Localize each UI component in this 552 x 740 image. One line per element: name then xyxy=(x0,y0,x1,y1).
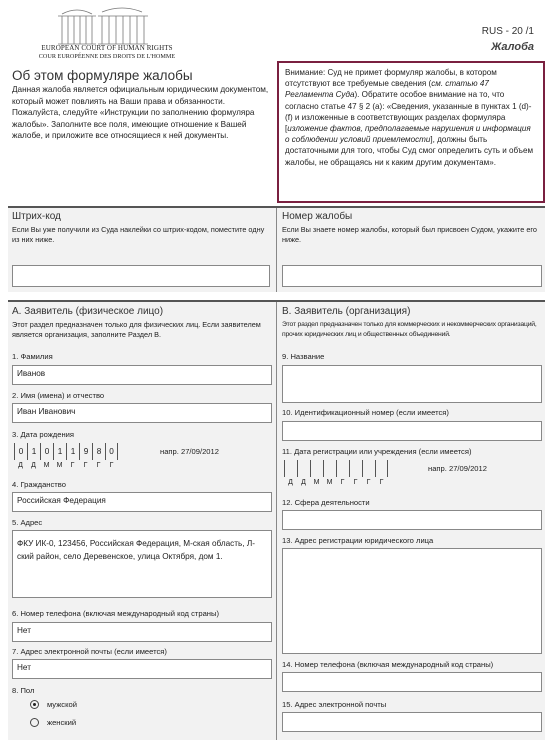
gender-male-label: мужской xyxy=(47,700,77,709)
appnum-field[interactable] xyxy=(282,265,542,287)
date-format-letter: М xyxy=(43,462,50,469)
phone-label: 6. Номер телефона (включая международный код страны) xyxy=(12,609,219,618)
barcode-desc: Если Вы уже получили из Суда наклейки со штрих-кодом, поместите одну из них ниже. xyxy=(12,225,265,244)
phone-field[interactable]: Нет xyxy=(12,622,272,642)
appnum-desc: Если Вы знаете номер жалобы, который был присвоен Судом, укажите его ниже. xyxy=(282,225,537,244)
org-name-label: 9. Название xyxy=(282,352,325,361)
email-label: 7. Адрес электронной почты (если имеется) xyxy=(12,647,167,656)
section-a-desc: Этот раздел предназначен только для физических лиц. Если заявителем является организация, заполните Раздел B. xyxy=(12,320,261,339)
court-name-fr: COUR EUROPÉENNE DES DROITS DE L'HOMME xyxy=(38,53,176,60)
birth-date-digit[interactable]: 0 xyxy=(40,443,53,460)
email-field[interactable]: Нет xyxy=(12,659,272,679)
nationality-field[interactable]: Российская Федерация xyxy=(12,492,272,512)
birth-date-label: 3. Дата рождения xyxy=(12,430,75,439)
column-divider xyxy=(276,208,277,292)
warning-text-2: ). Обратите особое внимание на то, что согласно статье 47 § 2 (a): «Сведения, указанные в пунктах 1 (d)-(f) и изложенные в соответствующих разделах формуляра [ xyxy=(285,90,532,134)
org-id-label: 10. Идентификационный номер (если имеется) xyxy=(282,408,449,417)
about-text: Данная жалоба является официальным юридическим документом, который может повлиять на Ваши права и обязанности. Пожалуйста, следуйте «Инструкции по заполнению формуляра жалобы». Заполните все поля, имеющие отношение к Вашей жалобе, и приложите все относящиеся к ней документы. xyxy=(12,85,269,141)
org-activity-field[interactable] xyxy=(282,510,542,530)
date-format-letter: Г xyxy=(70,462,75,469)
section-b-title: B. Заявитель (организация) xyxy=(282,306,411,317)
birth-date-format xyxy=(14,462,118,469)
date-format-letter: Д xyxy=(31,462,36,469)
date-format-letter: Г xyxy=(366,479,371,486)
date-format-letter: Д xyxy=(288,479,293,486)
gender-male-option[interactable] xyxy=(30,700,77,709)
date-format-letter: Д xyxy=(18,462,23,469)
org-address-field[interactable] xyxy=(282,548,542,654)
warning-italic-1: см. статью 47 Регламента Суда xyxy=(285,79,489,100)
warning-box xyxy=(277,61,545,203)
org-name-field[interactable] xyxy=(282,365,542,403)
date-format-letter: Г xyxy=(340,479,345,486)
org-date-format xyxy=(284,479,388,486)
column-divider xyxy=(276,302,277,740)
date-format-letter: Г xyxy=(379,479,384,486)
warning-italic-2: изложение фактов, предполагаемые нарушения и информация о соблюдении условий приемлемости xyxy=(285,124,531,145)
org-email-field[interactable] xyxy=(282,712,542,732)
surname-field[interactable]: Иванов xyxy=(12,365,272,385)
gender-female-label: женский xyxy=(47,718,77,727)
about-title: Об этом формуляре жалобы xyxy=(12,68,193,83)
org-address-label: 13. Адрес регистрации юридического лица xyxy=(282,536,434,545)
warning-text-3: ], должны быть достаточными для того, чтобы Суд смог определить суть и объем жалобы, не обращаясь ни к каким другим документам». xyxy=(285,135,534,167)
org-date-digit[interactable] xyxy=(284,460,297,477)
date-format-letter: М xyxy=(326,479,333,486)
radio-unselected-icon[interactable] xyxy=(30,718,39,727)
org-date-example: напр. 27/09/2012 xyxy=(428,464,487,473)
gender-female-option[interactable] xyxy=(30,718,76,727)
appnum-title: Номер жалобы xyxy=(282,211,353,222)
radio-selected-icon[interactable] xyxy=(30,700,39,709)
address-field[interactable]: ФКУ ИК-0, 123456, Российская Федерация, М-ская область, Л-ский район, село Деревенское, улица Октября, дом 1. xyxy=(12,530,272,598)
date-format-letter: М xyxy=(56,462,63,469)
org-id-field[interactable] xyxy=(282,421,542,441)
surname-label: 1. Фамилия xyxy=(12,352,53,361)
section-a-title: A. Заявитель (физическое лицо) xyxy=(12,306,164,317)
birth-date-digit[interactable]: 1 xyxy=(53,443,66,460)
org-date-digit[interactable] xyxy=(310,460,323,477)
court-name-en: EUROPEAN COURT OF HUMAN RIGHTS xyxy=(41,44,173,52)
org-date-field[interactable] xyxy=(284,460,388,477)
date-format-letter: М xyxy=(313,479,320,486)
birth-date-digit[interactable]: 9 xyxy=(79,443,92,460)
date-format-letter: Г xyxy=(109,462,114,469)
org-email-label: 15. Адрес электронной почты xyxy=(282,700,387,709)
org-date-digit[interactable] xyxy=(362,460,375,477)
org-phone-label: 14. Номер телефона (включая международный код страны) xyxy=(282,660,494,669)
date-format-letter: Г xyxy=(83,462,88,469)
address-label: 5. Адрес xyxy=(12,518,43,527)
first-name-field[interactable]: Иван Иванович xyxy=(12,403,272,423)
barcode-title: Штрих-код xyxy=(12,211,61,222)
org-phone-field[interactable] xyxy=(282,672,542,692)
org-date-digit[interactable] xyxy=(375,460,388,477)
org-date-label: 11. Дата регистрации или учреждения (если имеется) xyxy=(282,447,472,456)
birth-date-digit[interactable]: 1 xyxy=(66,443,79,460)
form-reference: RUS - 20 /1 xyxy=(481,26,534,37)
form-title: Жалоба xyxy=(491,41,534,53)
birth-date-digit[interactable]: 0 xyxy=(105,443,118,460)
birth-date-example: напр. 27/09/2012 xyxy=(160,447,219,456)
birth-date-digit[interactable]: 8 xyxy=(92,443,105,460)
date-format-letter: Г xyxy=(96,462,101,469)
birth-date-field[interactable] xyxy=(14,443,118,460)
org-date-digit[interactable] xyxy=(336,460,349,477)
first-name-label: 2. Имя (имена) и отчество xyxy=(12,391,105,400)
date-format-letter: Г xyxy=(353,479,358,486)
date-format-letter: Д xyxy=(301,479,306,486)
org-date-digit[interactable] xyxy=(349,460,362,477)
nationality-label: 4. Гражданство xyxy=(12,480,66,489)
birth-date-digit[interactable]: 1 xyxy=(27,443,40,460)
org-activity-label: 12. Сфера деятельности xyxy=(282,498,370,507)
gender-label: 8. Пол xyxy=(12,686,35,695)
section-b-desc: Этот раздел предназначен только для коммерческих и некоммерческих организаций, прочих юридических лиц и общественных объединений. xyxy=(282,321,537,338)
org-date-digit[interactable] xyxy=(323,460,336,477)
org-date-digit[interactable] xyxy=(297,460,310,477)
birth-date-digit[interactable]: 0 xyxy=(14,443,27,460)
barcode-field[interactable] xyxy=(12,265,270,287)
warning-text-1: Внимание: Суд не примет формуляр жалобы, в котором отсутствуют все требуемые сведения ( xyxy=(285,68,497,89)
